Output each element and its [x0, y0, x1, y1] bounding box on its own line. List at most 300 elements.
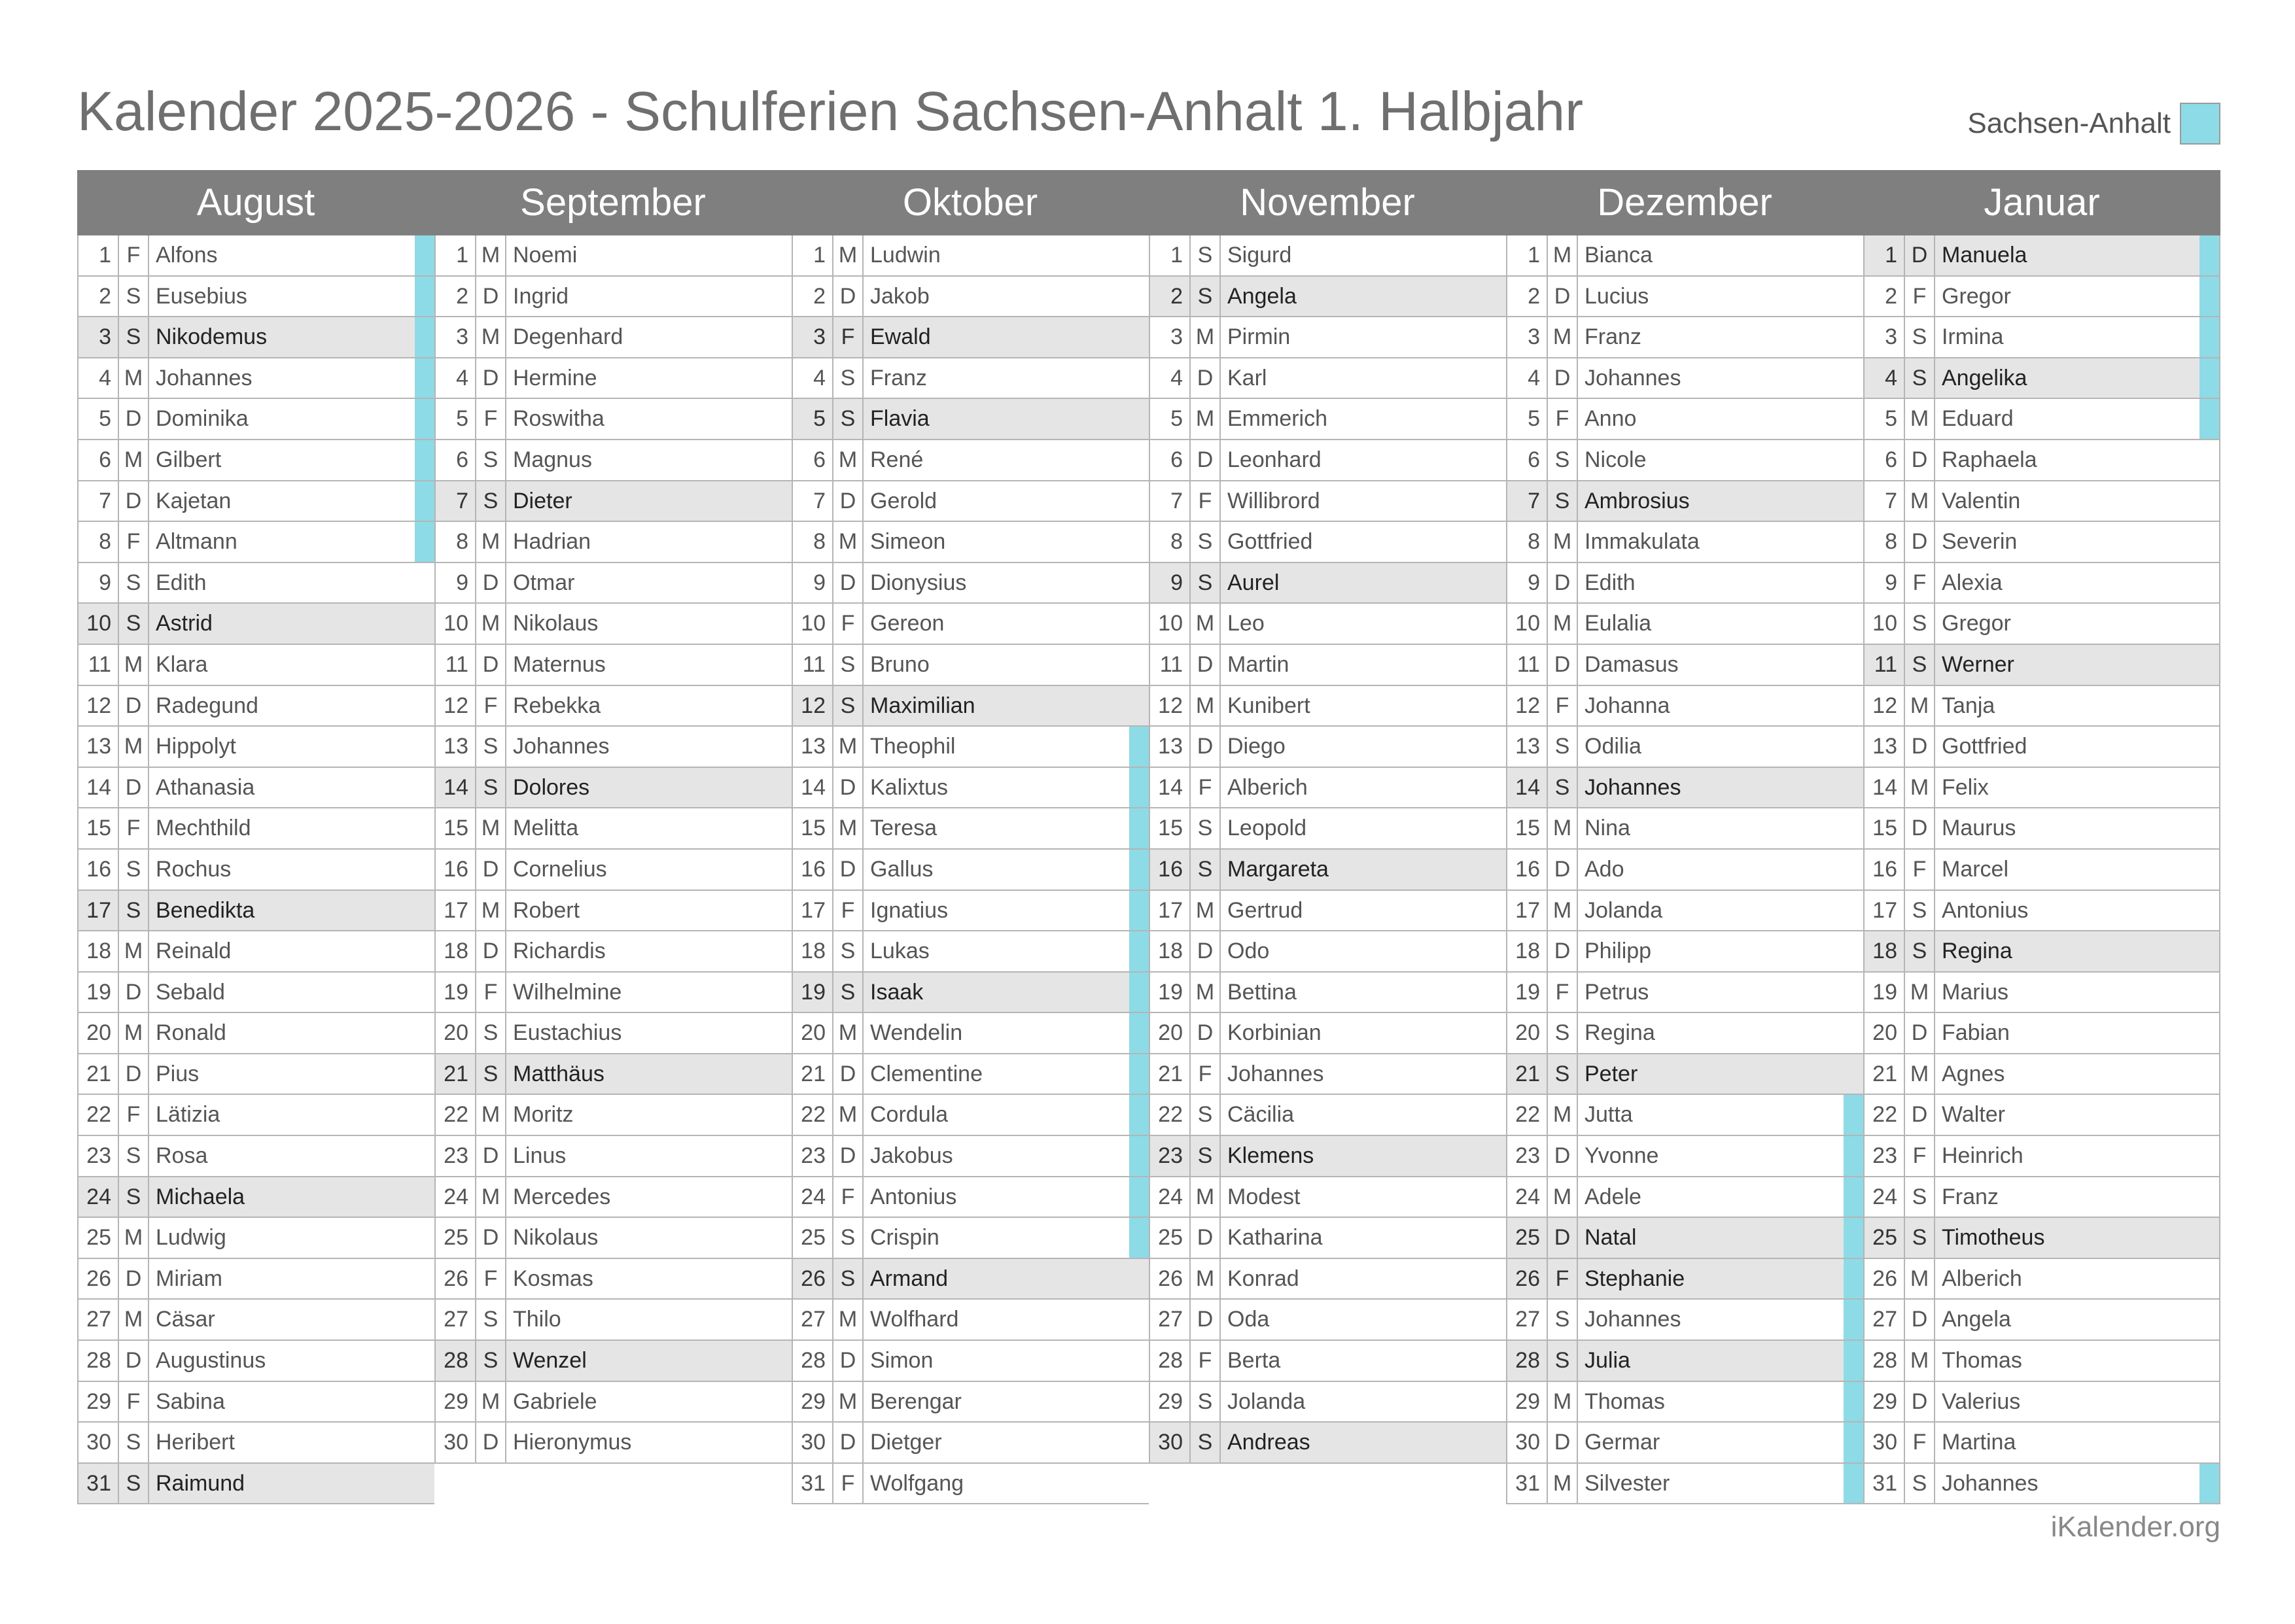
name-day: Edith [156, 570, 207, 595]
day-row [1150, 891, 1506, 932]
day-number: 16 [1507, 850, 1548, 890]
legend-label: Sachsen-Anhalt [1967, 107, 2171, 139]
day-number: 29 [793, 1382, 833, 1422]
weekday-letter: S [1191, 277, 1221, 317]
day-row [1150, 358, 1506, 400]
day-row [1865, 768, 2219, 809]
name-day: Teresa [870, 816, 937, 841]
day-row [436, 727, 792, 768]
day-number: 16 [1865, 850, 1905, 890]
day-number: 6 [1507, 440, 1548, 480]
day-number: 23 [1150, 1136, 1191, 1176]
month-column-september [434, 235, 792, 1464]
day-number: 10 [1507, 604, 1548, 644]
weekday-letter: S [119, 277, 149, 317]
weekday-letter: S [1905, 891, 1935, 931]
weekday-letter: S [1548, 727, 1578, 767]
day-number: 27 [1150, 1300, 1191, 1339]
day-row [79, 1259, 434, 1300]
day-number: 29 [1507, 1382, 1548, 1422]
weekday-letter: S [1905, 358, 1935, 398]
weekday-letter: M [1191, 1259, 1221, 1299]
day-number: 14 [79, 768, 119, 808]
weekday-letter: D [1191, 645, 1221, 685]
name-day: Roswitha [513, 406, 604, 432]
name-day: Nikolaus [513, 611, 599, 636]
name-day: Flavia [870, 406, 930, 432]
day-row [1150, 1054, 1506, 1096]
day-number: 22 [1507, 1095, 1548, 1135]
month-header-august: August [196, 181, 315, 224]
weekday-letter: M [1191, 604, 1221, 644]
name-day: Stephanie [1585, 1266, 1685, 1291]
day-row [1865, 522, 2219, 563]
holiday-marker [1129, 808, 1149, 848]
weekday-letter: D [1191, 440, 1221, 480]
weekday-letter: D [1905, 1300, 1935, 1339]
weekday-letter: D [476, 1423, 506, 1462]
day-number: 19 [1865, 973, 1905, 1012]
name-day: Linus [513, 1143, 567, 1169]
weekday-letter: S [1548, 440, 1578, 480]
name-day: Altmann [156, 529, 237, 555]
weekday-letter: S [833, 358, 864, 398]
day-row [79, 973, 434, 1014]
day-row [1150, 235, 1506, 277]
weekday-letter: D [119, 481, 149, 521]
day-number: 15 [793, 808, 833, 848]
weekday-letter: M [476, 522, 506, 562]
name-day: Jutta [1585, 1102, 1633, 1128]
name-day: Odilia [1585, 734, 1641, 759]
weekday-letter: D [1905, 808, 1935, 848]
weekday-letter: S [476, 440, 506, 480]
name-day: Bruno [870, 651, 930, 677]
day-number: 14 [436, 768, 476, 808]
holiday-marker [1129, 727, 1149, 767]
name-day: Eulalia [1585, 611, 1652, 636]
day-row [79, 850, 434, 891]
holiday-marker [1129, 1136, 1149, 1176]
weekday-letter: D [119, 399, 149, 439]
name-day: Johanna [1585, 693, 1670, 718]
name-day: Gabriele [513, 1389, 597, 1414]
legend [1967, 101, 2220, 146]
name-day: Marius [1942, 979, 2009, 1005]
weekday-letter: D [1905, 440, 1935, 480]
day-row [1150, 808, 1506, 850]
day-row [1150, 1095, 1506, 1136]
day-row [79, 358, 434, 400]
weekday-letter: S [1191, 563, 1221, 603]
day-number: 2 [1150, 277, 1191, 317]
day-row [79, 891, 434, 932]
day-number: 25 [793, 1218, 833, 1258]
weekday-letter: F [1548, 1259, 1578, 1299]
name-day: Modest [1227, 1184, 1301, 1209]
name-day: Matthäus [513, 1061, 604, 1086]
weekday-letter: D [476, 1136, 506, 1176]
name-day: Johannes [1585, 1307, 1681, 1332]
day-row [436, 522, 792, 563]
day-number: 27 [436, 1300, 476, 1339]
name-day: Margareta [1227, 856, 1329, 882]
day-number: 19 [793, 973, 833, 1012]
day-row [1507, 645, 1863, 686]
name-day: Rochus [156, 856, 232, 882]
name-day: Pirmin [1227, 324, 1291, 350]
day-number: 11 [1865, 645, 1905, 685]
weekday-letter: D [476, 850, 506, 890]
name-day: Walter [1942, 1102, 2005, 1128]
weekday-letter: F [476, 1259, 506, 1299]
day-row [1507, 1341, 1863, 1382]
weekday-letter: D [476, 931, 506, 971]
day-row [1150, 604, 1506, 645]
weekday-letter: F [1191, 768, 1221, 808]
day-number: 29 [79, 1382, 119, 1422]
holiday-marker [415, 235, 434, 275]
weekday-letter: D [833, 277, 864, 317]
day-number: 18 [1865, 931, 1905, 971]
weekday-letter: M [1548, 604, 1578, 644]
day-number: 28 [1507, 1341, 1548, 1381]
name-day: Raimund [156, 1470, 245, 1496]
weekday-letter: M [1548, 808, 1578, 848]
day-row [793, 1423, 1149, 1464]
day-number: 7 [1150, 481, 1191, 521]
day-row [1865, 604, 2219, 645]
weekday-letter: M [833, 1095, 864, 1135]
day-row [79, 604, 434, 645]
day-row [1507, 1382, 1863, 1423]
day-number: 18 [79, 931, 119, 971]
name-day: Immakulata [1585, 529, 1700, 555]
day-number: 1 [79, 235, 119, 275]
weekday-letter: F [1905, 850, 1935, 890]
weekday-letter: D [833, 850, 864, 890]
month-header-november: November [1240, 181, 1415, 224]
name-day: Gereon [870, 611, 945, 636]
weekday-letter: F [119, 1095, 149, 1135]
weekday-letter: F [119, 1382, 149, 1422]
weekday-letter: S [119, 1423, 149, 1462]
day-row [79, 768, 434, 809]
day-number: 26 [1507, 1259, 1548, 1299]
day-number: 27 [79, 1300, 119, 1339]
day-row [1507, 727, 1863, 768]
day-number: 15 [1507, 808, 1548, 848]
name-day: Katharina [1227, 1225, 1323, 1251]
day-row [1507, 1177, 1863, 1218]
day-number: 1 [793, 235, 833, 275]
weekday-letter: M [833, 440, 864, 480]
day-number: 30 [1865, 1423, 1905, 1462]
day-number: 18 [793, 931, 833, 971]
day-number: 10 [79, 604, 119, 644]
weekday-letter: M [476, 604, 506, 644]
day-number: 19 [79, 973, 119, 1012]
weekday-letter: S [1191, 808, 1221, 848]
day-number: 30 [1150, 1423, 1191, 1462]
name-day: Dominika [156, 406, 249, 432]
weekday-letter: S [476, 1054, 506, 1094]
holiday-marker [1844, 1423, 1863, 1462]
day-row [1865, 891, 2219, 932]
weekday-letter: M [1548, 235, 1578, 275]
weekday-letter: M [119, 1300, 149, 1339]
name-day: Ludwig [156, 1225, 226, 1251]
name-day: Sebald [156, 979, 225, 1005]
day-number: 9 [1865, 563, 1905, 603]
day-number: 28 [793, 1341, 833, 1381]
holiday-marker [1844, 1464, 1863, 1504]
day-row [793, 1259, 1149, 1300]
holiday-marker [1844, 1177, 1863, 1217]
weekday-letter: M [1548, 317, 1578, 357]
weekday-letter: M [833, 727, 864, 767]
day-row [436, 1136, 792, 1177]
day-row [1507, 1423, 1863, 1464]
day-number: 26 [79, 1259, 119, 1299]
day-row [1150, 399, 1506, 440]
day-number: 20 [436, 1013, 476, 1053]
weekday-letter: F [1191, 1054, 1221, 1094]
weekday-letter: D [1548, 358, 1578, 398]
weekday-letter: D [476, 563, 506, 603]
day-number: 25 [1865, 1218, 1905, 1258]
weekday-letter: D [119, 1259, 149, 1299]
day-number: 9 [436, 563, 476, 603]
weekday-letter: F [119, 808, 149, 848]
day-number: 31 [79, 1464, 119, 1504]
day-row [79, 1382, 434, 1423]
day-row [79, 399, 434, 440]
weekday-letter: D [833, 481, 864, 521]
name-day: Hippolyt [156, 734, 236, 759]
month-columns [77, 235, 2220, 1504]
day-row [1865, 563, 2219, 604]
day-row [1150, 645, 1506, 686]
name-day: Gerold [870, 488, 937, 513]
day-row [1865, 235, 2219, 277]
day-row [436, 686, 792, 727]
name-day: Gregor [1942, 611, 2011, 636]
weekday-letter: D [1191, 727, 1221, 767]
weekday-letter: D [476, 1218, 506, 1258]
day-row [1150, 1423, 1506, 1464]
name-day: Tanja [1942, 693, 1995, 718]
day-row [79, 727, 434, 768]
legend-swatch [2180, 103, 2220, 145]
weekday-letter: S [1548, 1341, 1578, 1381]
weekday-letter: M [119, 1218, 149, 1258]
name-day: Moritz [513, 1102, 574, 1128]
day-number: 6 [793, 440, 833, 480]
day-row [79, 1013, 434, 1054]
weekday-letter: F [1548, 399, 1578, 439]
weekday-letter: M [1548, 522, 1578, 562]
name-day: Marcel [1942, 856, 2009, 882]
weekday-letter: F [833, 891, 864, 931]
name-day: Eusebius [156, 283, 247, 309]
day-row [793, 1218, 1149, 1259]
name-day: Wenzel [513, 1348, 587, 1373]
weekday-letter: M [476, 235, 506, 275]
day-row [436, 277, 792, 318]
holiday-marker [415, 440, 434, 480]
day-row [1865, 931, 2219, 973]
day-number: 4 [1865, 358, 1905, 398]
name-day: Rosa [156, 1143, 208, 1169]
name-day: Gottfried [1942, 734, 2027, 759]
day-number: 21 [1507, 1054, 1548, 1094]
day-number: 17 [1507, 891, 1548, 931]
name-day: Silvester [1585, 1470, 1670, 1496]
day-number: 15 [436, 808, 476, 848]
day-row [793, 399, 1149, 440]
holiday-marker [2199, 1464, 2219, 1504]
day-number: 8 [79, 522, 119, 562]
day-number: 10 [793, 604, 833, 644]
weekday-letter: M [119, 931, 149, 971]
day-row [1507, 891, 1863, 932]
name-day: Bianca [1585, 243, 1653, 268]
name-day: Germar [1585, 1430, 1660, 1455]
day-number: 7 [79, 481, 119, 521]
weekday-letter: M [476, 1382, 506, 1422]
day-row [79, 1218, 434, 1259]
day-number: 12 [1150, 686, 1191, 726]
weekday-letter: D [833, 1341, 864, 1381]
day-row [1865, 727, 2219, 768]
day-number: 14 [1150, 768, 1191, 808]
name-day: Klara [156, 651, 208, 677]
day-number: 18 [436, 931, 476, 971]
day-number: 5 [793, 399, 833, 439]
day-row [793, 645, 1149, 686]
weekday-letter: S [1905, 931, 1935, 971]
day-number: 28 [79, 1341, 119, 1381]
name-day: Valentin [1942, 488, 2021, 513]
day-number: 28 [436, 1341, 476, 1381]
name-day: Petrus [1585, 979, 1649, 1005]
name-day: Damasus [1585, 651, 1679, 677]
holiday-marker [1844, 1095, 1863, 1135]
name-day: Nikolaus [513, 1225, 599, 1251]
day-number: 22 [79, 1095, 119, 1135]
name-day: Degenhard [513, 324, 623, 350]
day-number: 12 [436, 686, 476, 726]
day-row [436, 235, 792, 277]
day-row [793, 358, 1149, 400]
name-day: Julia [1585, 1348, 1630, 1373]
day-row [79, 645, 434, 686]
name-day: Franz [870, 365, 927, 390]
name-day: Regina [1585, 1020, 1655, 1046]
day-number: 9 [793, 563, 833, 603]
weekday-letter: S [833, 973, 864, 1012]
weekday-letter: D [119, 1341, 149, 1381]
weekday-letter: D [1548, 931, 1578, 971]
day-row [79, 686, 434, 727]
day-number: 14 [1865, 768, 1905, 808]
name-day: Werner [1942, 651, 2014, 677]
day-row [436, 891, 792, 932]
day-row [1865, 1054, 2219, 1096]
name-day: Ronald [156, 1020, 226, 1046]
name-day: Armand [870, 1266, 949, 1291]
day-row [1150, 931, 1506, 973]
day-number: 5 [79, 399, 119, 439]
name-day: Agnes [1942, 1061, 2005, 1086]
day-row [1507, 973, 1863, 1014]
day-row [436, 440, 792, 481]
day-number: 23 [1865, 1136, 1905, 1176]
name-day: Reinald [156, 939, 232, 964]
weekday-letter: M [1548, 1382, 1578, 1422]
day-row [1865, 1136, 2219, 1177]
name-day: Karl [1227, 365, 1267, 390]
holiday-marker [1129, 768, 1149, 808]
name-day: Ambrosius [1585, 488, 1690, 513]
day-row [1507, 1464, 1863, 1505]
name-day: Jakobus [870, 1143, 953, 1169]
weekday-letter: F [1191, 481, 1221, 521]
day-row [1507, 1054, 1863, 1096]
day-row [793, 1095, 1149, 1136]
weekday-letter: M [1905, 768, 1935, 808]
name-day: Raphaela [1942, 447, 2037, 472]
weekday-letter: D [1191, 1013, 1221, 1053]
day-row [1150, 850, 1506, 891]
weekday-letter: D [833, 1423, 864, 1462]
day-number: 3 [1507, 317, 1548, 357]
day-number: 6 [1150, 440, 1191, 480]
name-day: Irmina [1942, 324, 2004, 350]
day-number: 2 [79, 277, 119, 317]
day-number: 8 [1507, 522, 1548, 562]
day-row [79, 1300, 434, 1341]
name-day: Augustinus [156, 1348, 266, 1373]
weekday-letter: D [1548, 1136, 1578, 1176]
day-number: 15 [1865, 808, 1905, 848]
day-row [1150, 481, 1506, 523]
holiday-marker [2199, 277, 2219, 317]
name-day: Cäcilia [1227, 1102, 1295, 1128]
name-day: Nina [1585, 816, 1630, 841]
day-number: 16 [79, 850, 119, 890]
weekday-letter: F [476, 686, 506, 726]
day-row [1865, 1177, 2219, 1218]
day-number: 7 [793, 481, 833, 521]
name-day: Kosmas [513, 1266, 593, 1291]
month-column-november [1149, 235, 1506, 1464]
day-number: 24 [79, 1177, 119, 1217]
day-row [793, 891, 1149, 932]
weekday-letter: S [1548, 1300, 1578, 1339]
weekday-letter: M [1548, 1177, 1578, 1217]
day-row [79, 277, 434, 318]
weekday-letter: D [1548, 563, 1578, 603]
name-day: Antonius [1942, 897, 2029, 923]
month-header-dezember: Dezember [1597, 181, 1772, 224]
holiday-marker [1129, 850, 1149, 890]
weekday-letter: D [476, 358, 506, 398]
day-number: 15 [79, 808, 119, 848]
weekday-letter: D [1191, 358, 1221, 398]
day-row [1507, 440, 1863, 481]
